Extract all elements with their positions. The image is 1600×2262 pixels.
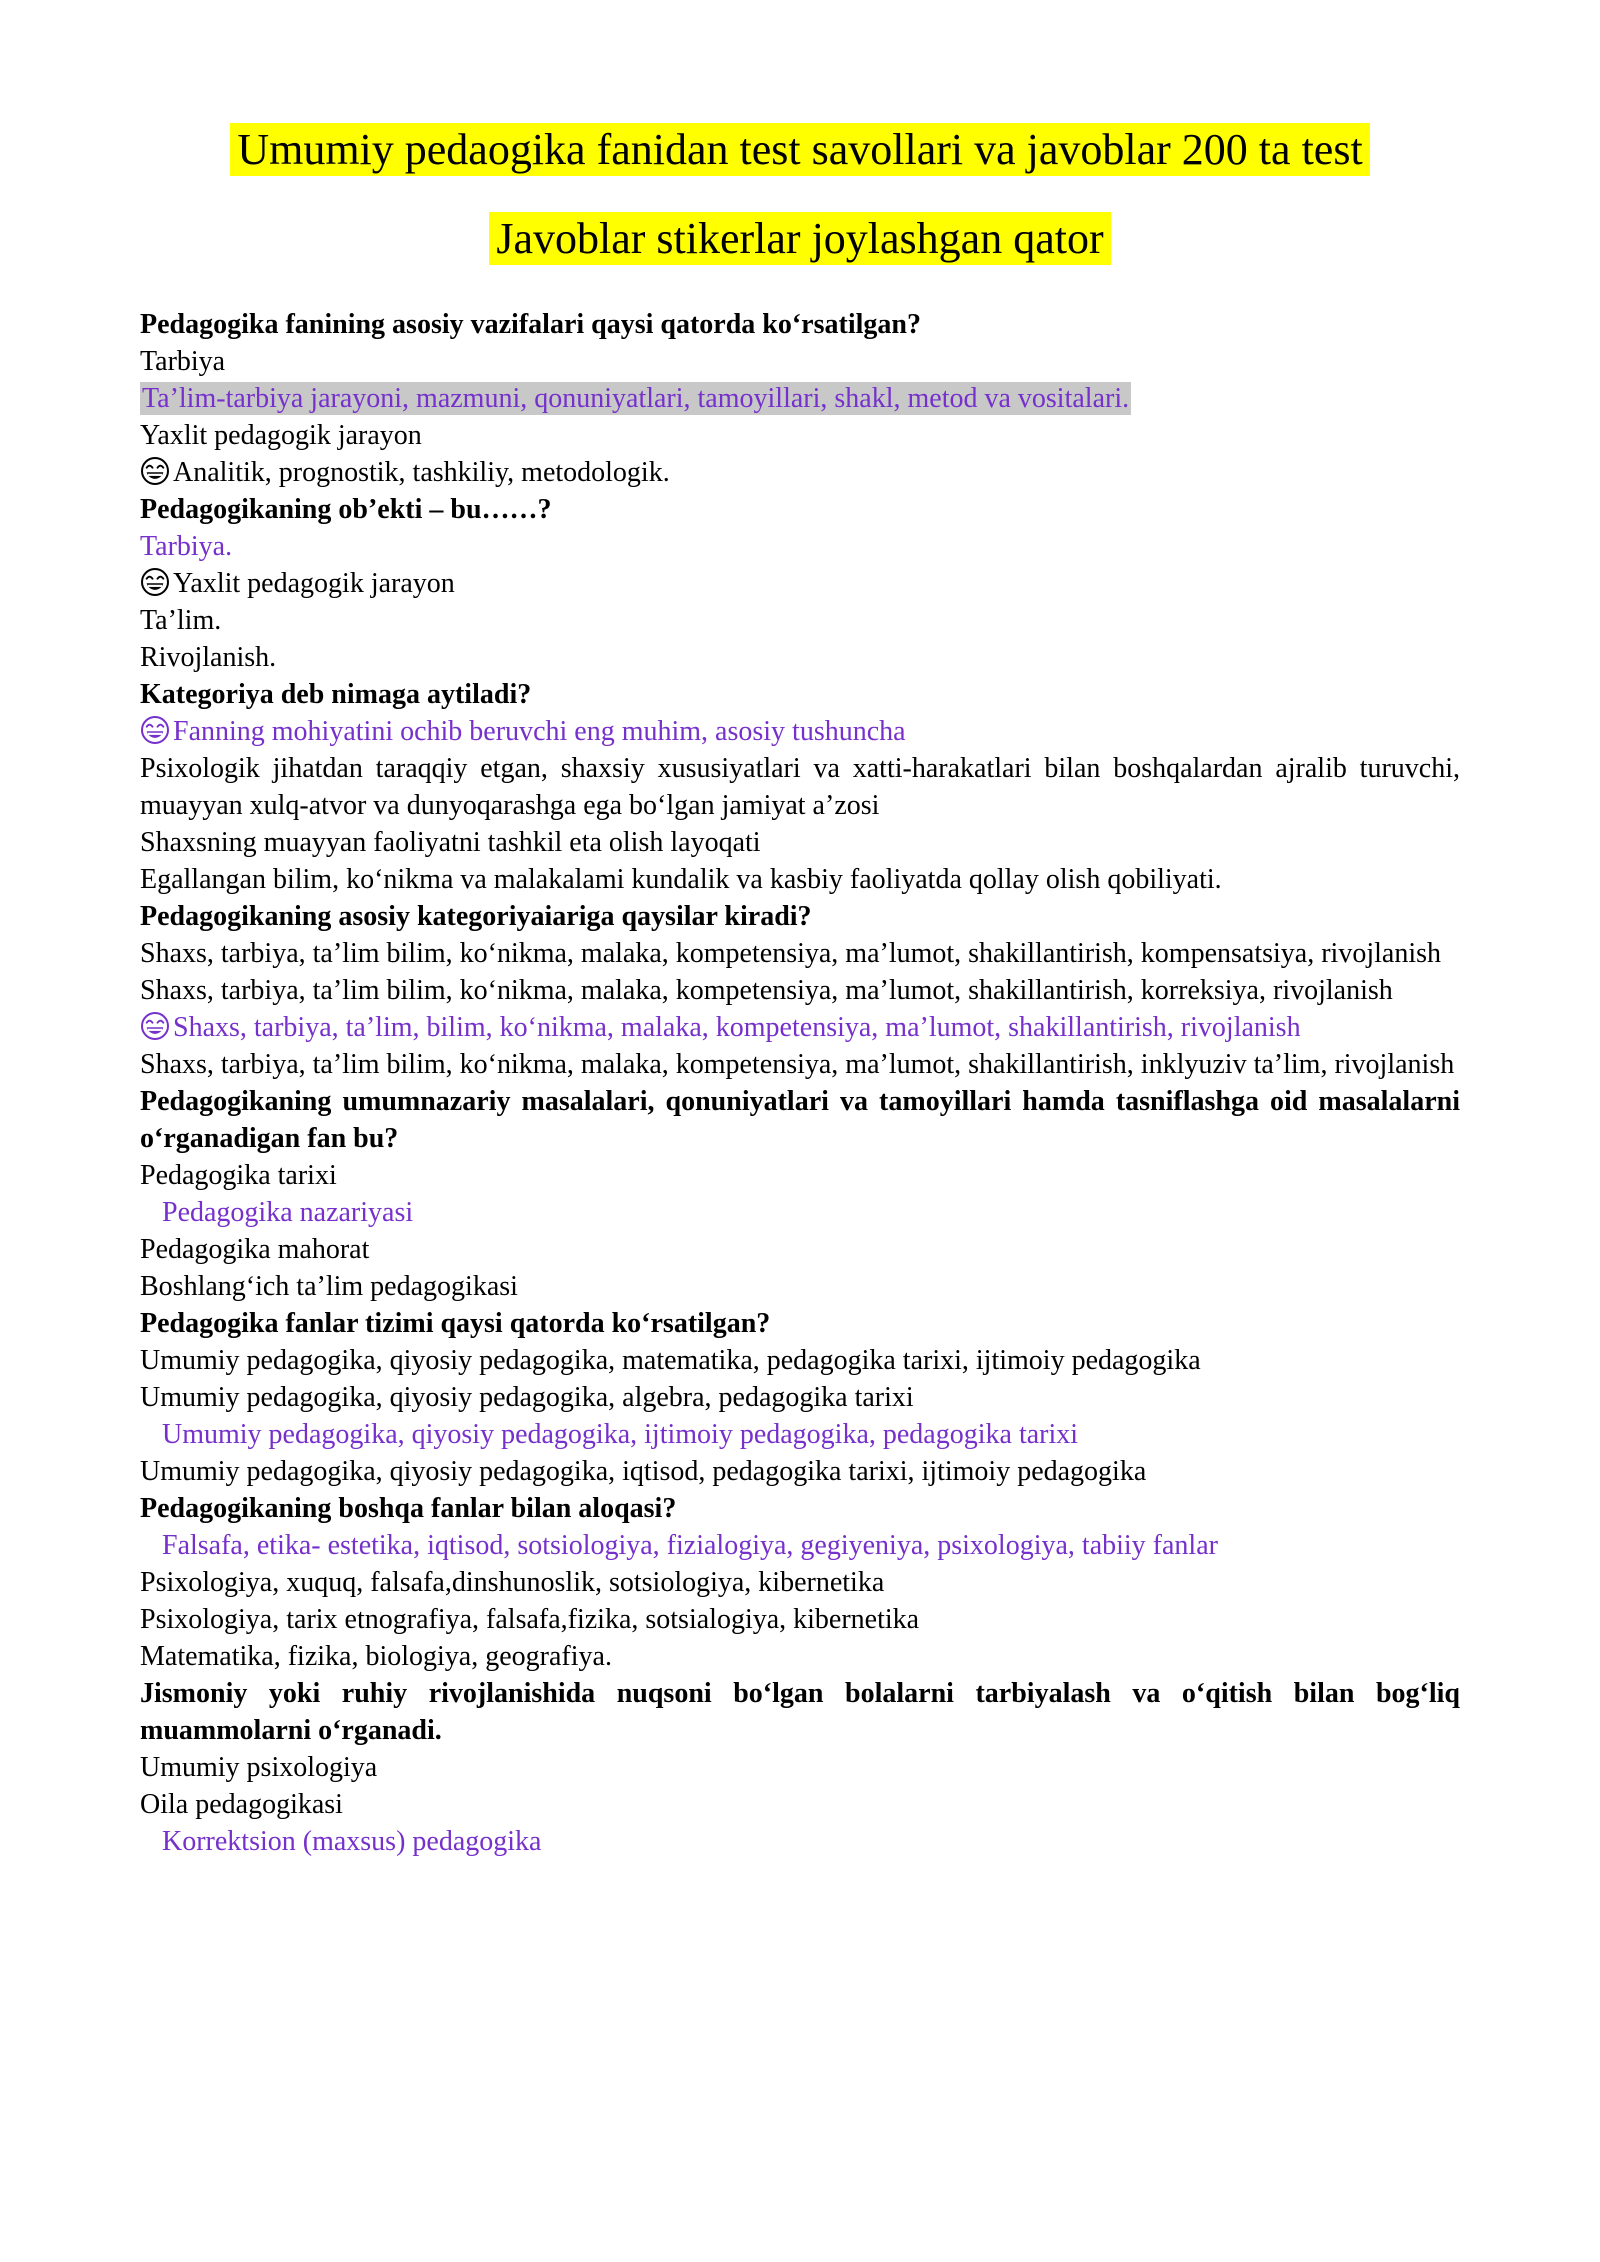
text-run: Yaxlit pedagogik jarayon [140, 420, 422, 451]
document-subtitle [140, 208, 1460, 270]
answer-option [140, 1342, 1460, 1379]
text-run: Shaxs, tarbiya, taʼlim bilim, koʻnikma, malaka, kompetensiya, maʼlumot, shakillantirish, korreksiya, rivojlanish [140, 975, 1393, 1006]
answer-option [140, 343, 1460, 380]
text-run: Pedagogikaning boshqa fanlar bilan aloqasi? [140, 1493, 677, 1524]
answer-option [140, 1268, 1460, 1305]
text-run: Umumiy pedagogika, qiyosiy pedagogika, ijtimoiy pedagogika, pedagogika tarixi [162, 1419, 1079, 1450]
correct-answer [140, 713, 1460, 750]
answer-option [140, 1564, 1460, 1601]
text-run: Pedagogika fanlar tizimi qaysi qatorda koʻrsatilgan? [140, 1308, 771, 1339]
correct-answer [140, 1194, 1460, 1231]
question-text [140, 898, 1460, 935]
grinning-emoji-icon [140, 567, 170, 597]
text-run: Boshlangʻich taʼlim pedagogikasi [140, 1271, 518, 1302]
text-run: Pedagogika nazariyasi [162, 1197, 414, 1228]
text-run: Shaxs, tarbiya, taʼlim bilim, koʻnikma, malaka, kompetensiya, maʼlumot, shakillantirish, kompensatsiya, rivojlanish [140, 938, 1441, 969]
answer-option [140, 1231, 1460, 1268]
answer-option [140, 824, 1460, 861]
text-run: Pedagogikaning asosiy kategoriyaiariga qaysilar kiradi? [140, 901, 812, 932]
text-run: Pedagogika tarixi [140, 1160, 337, 1191]
answer-option [140, 1749, 1460, 1786]
text-run: Taʼlim-tarbiya jarayoni, mazmuni, qonuniyatlari, tamoyillari, shakl, metod va vositalari. [142, 383, 1130, 414]
text-run: Pedagogikaning umumnazariy masalalari, qonuniyatlari va tamoyillari hamda tasniflashga oid masalalarni oʻrganadigan fan bu? [140, 1086, 1460, 1154]
text-run: Pedagogikaning ob’ekti – bu……? [140, 494, 552, 525]
text-run: Tarbiya. [140, 531, 233, 562]
text-run: Pedagogika fanining asosiy vazifalari qaysi qatorda koʻrsatilgan? [140, 309, 921, 340]
text-run: Tarbiya [140, 346, 226, 377]
title-highlight: Umumiy pedaogika fanidan test savollari va javoblar 200 ta test [230, 123, 1369, 176]
text-run: Shaxs, tarbiya, taʼlim bilim, koʻnikma, malaka, kompetensiya, maʼlumot, shakillantirish, inklyuziv taʼlim, rivojlanish [140, 1049, 1455, 1080]
correct-answer [140, 1009, 1460, 1046]
text-run: Falsafa, etika- estetika, iqtisod, sotsiologiya, fizialogiya, gegiyeniya, psixologiya, tabiiy fanlar [162, 1530, 1218, 1561]
text-run: Pedagogika mahorat [140, 1234, 370, 1265]
question-text [140, 1305, 1460, 1342]
text-run: Jismoniy yoki ruhiy rivojlanishida nuqsoni boʻlgan bolalarni tarbiyalash va oʻqitish bilan bogʻliq muammolarni oʻrganadi. [140, 1678, 1460, 1746]
text-run: Yaxlit pedagogik jarayon [173, 568, 455, 599]
text-run: Fanning mohiyatini ochib beruvchi eng muhim, asosiy tushuncha [173, 716, 906, 747]
answer-option [140, 1638, 1460, 1675]
answer-option [140, 639, 1460, 676]
question-text [140, 491, 1460, 528]
text-run: Umumiy psixologiya [140, 1752, 378, 1783]
subtitle-highlight: Javoblar stikerlar joylashgan qator [489, 212, 1110, 265]
text-run: Egallangan bilim, koʻnikma va malakalami kundalik va kasbiy faoliyatda qollay olish qobiliyati. [140, 864, 1222, 895]
correct-answer [140, 528, 1460, 565]
answer-option [140, 454, 1460, 491]
text-run: Psixologik jihatdan taraqqiy etgan, shaxsiy xususiyatlari va xatti-harakatlari bilan boshqalardan ajralib turuvchi, muayyan xulq-atvor va dunyoqarashga ega boʻlgan jamiyat aʼzosi [140, 753, 1460, 821]
correct-answer [140, 380, 1460, 417]
grinning-emoji-icon [140, 1011, 170, 1041]
question-text [140, 1490, 1460, 1527]
document-title [175, 118, 1425, 182]
answer-option [140, 417, 1460, 454]
text-run: Taʼlim. [140, 605, 222, 636]
answer-option [140, 972, 1460, 1009]
text-run: Umumiy pedagogika, qiyosiy pedagogika, matematika, pedagogika tarixi, ijtimoiy pedagogika [140, 1345, 1201, 1376]
answer-option [140, 1601, 1460, 1638]
answer-option [140, 1379, 1460, 1416]
answer-option [140, 1453, 1460, 1490]
answer-option [140, 935, 1460, 972]
grinning-emoji-icon [140, 456, 170, 486]
text-run: Umumiy pedagogika, qiyosiy pedagogika, algebra, pedagogika tarixi [140, 1382, 914, 1413]
answer-option [140, 565, 1460, 602]
text-run: Matematika, fizika, biologiya, geografiya. [140, 1641, 612, 1672]
correct-answer [140, 1527, 1460, 1564]
correct-answer [140, 1416, 1460, 1453]
question-text [140, 1675, 1460, 1749]
correct-answer [140, 1823, 1460, 1860]
answer-option [140, 750, 1460, 824]
question-text [140, 676, 1460, 713]
answer-option [140, 1046, 1460, 1083]
text-run: Oila pedagogikasi [140, 1789, 343, 1820]
question-text [140, 306, 1460, 343]
question-text [140, 1083, 1460, 1157]
text-run: Kategoriya deb nimaga aytiladi? [140, 679, 532, 710]
text-run: Psixologiya, tarix etnografiya, falsafa,fizika, sotsialogiya, kibernetika [140, 1604, 920, 1635]
answer-option [140, 1157, 1460, 1194]
answer-option [140, 861, 1460, 898]
text-run: Shaxsning muayyan faoliyatni tashkil eta olish layoqati [140, 827, 761, 858]
grinning-emoji-icon [140, 715, 170, 745]
text-run: Umumiy pedagogika, qiyosiy pedagogika, iqtisod, pedagogika tarixi, ijtimoiy pedagogika [140, 1456, 1147, 1487]
text-run: Analitik, prognostik, tashkiliy, metodologik. [173, 457, 670, 488]
document-body [140, 306, 1460, 1860]
text-run: Shaxs, tarbiya, taʼlim, bilim, koʻnikma, malaka, kompetensiya, maʼlumot, shakillantirish, rivojlanish [173, 1012, 1301, 1043]
text-run: Psixologiya, xuquq, falsafa,dinshunoslik, sotsiologiya, kibernetika [140, 1567, 885, 1598]
answer-option [140, 1786, 1460, 1823]
text-run: Korrektsion (maxsus) pedagogika [162, 1826, 542, 1857]
text-run: Rivojlanish. [140, 642, 277, 673]
answer-option [140, 602, 1460, 639]
